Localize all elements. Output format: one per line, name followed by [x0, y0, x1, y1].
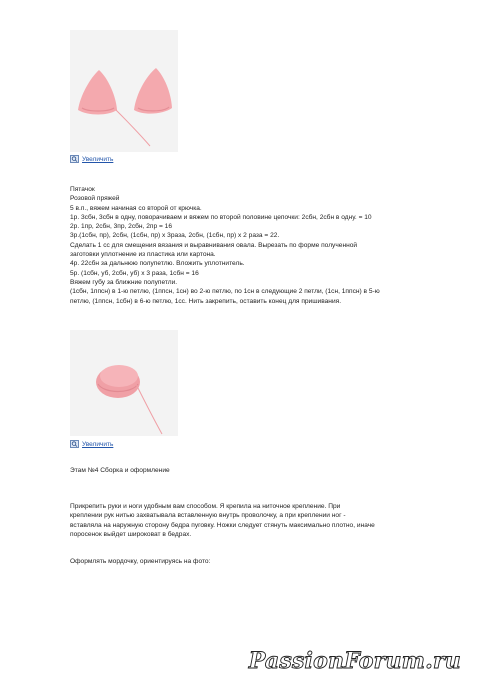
stage4-closing: Оформлять мордочку, ориентируясь на фото: [70, 558, 211, 565]
piglet-line: 5р. (1сбн, уб, 2сбн, уб) х 3 раза, 1сбн = 16 [70, 269, 199, 277]
magnifier-icon [70, 440, 79, 448]
stage4-line: поросенок выйдет широковат в бедрах. [70, 530, 192, 538]
piglet-line: 2р. 1пр, 2сбн, 3пр, 2сбн, 2пр = 16 [70, 223, 172, 231]
snout-photo-image [70, 330, 178, 436]
piglet-title: Пятачок [70, 186, 95, 193]
snout-photo [70, 330, 178, 436]
zoom-link-1[interactable] [70, 155, 113, 163]
zoom-link-2[interactable] [70, 440, 113, 448]
piglet-line: 1р. 3сбн, 3сбн в одну, поворачиваем и вяжем по второй половине цепочки: 2сбн, 2сбн в одну. = 10 [70, 213, 372, 221]
magnifier-icon [70, 155, 79, 163]
ears-photo-image [70, 30, 178, 152]
piglet-line: заготовки уплотнение из пластика или картона. [70, 251, 216, 259]
stage4-body [70, 502, 455, 539]
stage4-line: креплении рук нитью захватывала вставленную внутрь проволочку, а при креплении ног - [70, 512, 346, 520]
piglet-line: Сделать 1 сс для смещения вязания и выравнивания овала. Вырезать по форме полученной [70, 241, 358, 249]
stage4-line: вставляла на наружную сторону бедра пуговку. Ножки следует стянуть максимально плотно, иначе [70, 521, 375, 529]
piglet-line: 5 в.п., вяжем начиная со второй от крючка. [70, 204, 202, 212]
piglet-line: петлю, (1ппсн, 1сбн) в 6-ю петлю, 1сс. Нить закрепить, оставить конец для пришивания. [70, 297, 342, 305]
site-watermark: PassionForum.ru [248, 648, 461, 674]
stage4-line: Прикрепить руки и ноги удобным вам способом. Я крепила на ниточное крепление. При [70, 503, 341, 510]
stage4-title [70, 466, 455, 475]
piglet-line: (1сбн, 1ппсн) в 1-ю петлю, (1ппсн, 1сн) во 2-ю петлю, по 1сн в следующие 2 петли, (1сн, 1ппсн) в 5-ю [70, 288, 380, 296]
zoom-link-label: Увеличить [82, 155, 114, 163]
piglet-line: Вяжем губу за ближние полупетли. [70, 278, 178, 286]
piglet-instructions [70, 185, 455, 306]
zoom-link-label: Увеличить [82, 440, 114, 448]
ears-photo [70, 30, 178, 152]
piglet-line: 3р.(1сбн, пр), 2сбн, (1сбн, пр) х 3раза, 2сбн, (1сбн, пр) х 2 раза = 22. [70, 232, 280, 240]
piglet-line: Розовой пряжей [70, 195, 120, 203]
piglet-line: 4р. 22сбн за дальнюю полупетлю. Вложить уплотнитель. [70, 260, 245, 268]
stage4-closing-block [70, 557, 455, 566]
stage4-heading: Этам №4 Сборка и оформление [70, 467, 170, 474]
